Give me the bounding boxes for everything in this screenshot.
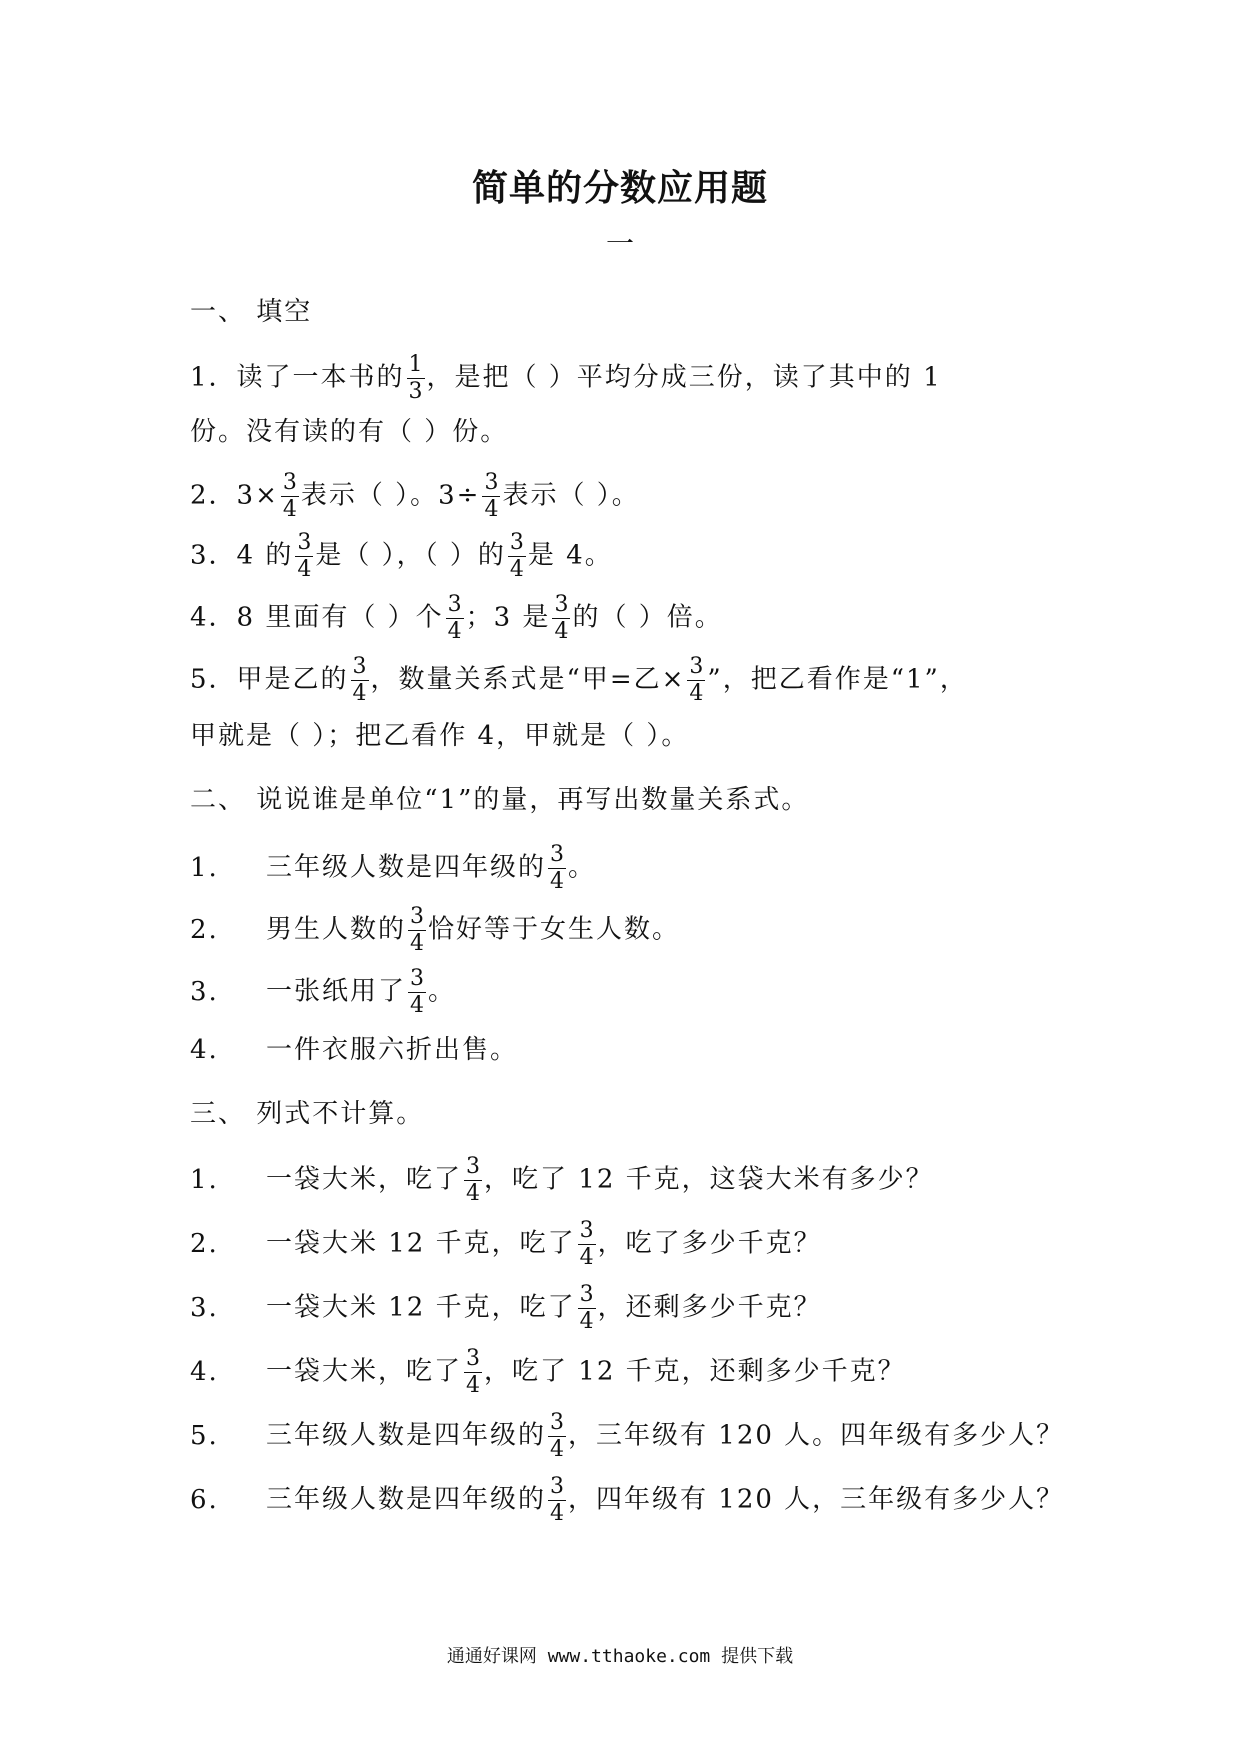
fraction-three-quarters: $\frac{3}{4}$	[554, 592, 569, 644]
fraction-three-quarters: $\frac{3}{4}$	[484, 470, 499, 522]
fraction-one-third: $\frac{1}{3}$	[408, 352, 423, 404]
fraction-three-quarters: $\frac{3}{4}$	[466, 1346, 481, 1398]
fraction-three-quarters: $\frac{3}{4}$	[297, 530, 312, 582]
question-1-2: 2．3× $\frac{3}{4}$ 表示（ ）。3÷ $\frac{3}{4}$ 表示（ ）。	[190, 470, 640, 522]
s3-item-2: 2. 一袋大米 12 千克，吃了 $\frac{3}{4}$ ，吃了多少千克？	[190, 1218, 822, 1270]
fraction-three-quarters: $\frac{3}{4}$	[410, 904, 425, 956]
section-1-heading: 一、 填空	[190, 297, 313, 327]
s2-item-1: 1. 三年级人数是四年级的 $\frac{3}{4}$ 。	[190, 842, 597, 894]
fraction-three-quarters: $\frac{3}{4}$	[466, 1154, 481, 1206]
fraction-three-quarters: $\frac{3}{4}$	[579, 1218, 594, 1270]
fraction-three-quarters: $\frac{3}{4}$	[410, 966, 425, 1018]
question-1-5-cont: 甲就是（ ）；把乙看作 4，甲就是（ ）。	[190, 721, 690, 751]
fraction-three-quarters: $\frac{3}{4}$	[550, 1474, 565, 1526]
question-1-5: 5．甲是乙的 $\frac{3}{4}$ ，数量关系式是“甲=乙× $\frac{3}{4}$ ”，把乙看作是“1”，	[190, 654, 968, 706]
question-1-1: 1．读了一本书的 $\frac{1}{3}$ ，是把（ ）平均分成三份，读了其中的 1	[190, 352, 942, 404]
question-1-4: 4．8 里面有（ ）个 $\frac{3}{4}$ ；3 是 $\frac{3}{4}$ 的（ ）倍。	[190, 592, 723, 644]
s3-item-5: 5. 三年级人数是四年级的 $\frac{3}{4}$ ，三年级有 120 人。四年级有多少人？	[190, 1410, 1065, 1462]
s2-item-2: 2. 男生人数的 $\frac{3}{4}$ 恰好等于女生人数。	[190, 904, 681, 956]
fraction-three-quarters: $\frac{3}{4}$	[579, 1282, 594, 1334]
fraction-three-quarters: $\frac{3}{4}$	[689, 654, 704, 706]
s2-item-3: 3. 一张纸用了 $\frac{3}{4}$ 。	[190, 966, 457, 1018]
s3-item-3: 3. 一袋大米 12 千克，吃了 $\frac{3}{4}$ ，还剩多少千克？	[190, 1282, 822, 1334]
page-subtitle: 一	[605, 227, 634, 260]
fraction-three-quarters: $\frac{3}{4}$	[282, 470, 297, 522]
fraction-three-quarters: $\frac{3}{4}$	[550, 842, 565, 894]
question-1-1-cont: 份。没有读的有（ ）份。	[190, 417, 509, 447]
page-footer: 通通好课网 www.tthaoke.com 提供下载	[446, 1646, 794, 1667]
fraction-three-quarters: $\frac{3}{4}$	[352, 654, 367, 706]
question-1-3: 3．4 的 $\frac{3}{4}$ 是（ ），（ ）的 $\frac{3}{4}$ 是 4。	[190, 530, 613, 582]
s3-item-4: 4. 一袋大米，吃了 $\frac{3}{4}$ ，吃了 12 千克，还剩多少千克？	[190, 1346, 906, 1398]
fraction-three-quarters: $\frac{3}{4}$	[550, 1410, 565, 1462]
s3-item-1: 1. 一袋大米，吃了 $\frac{3}{4}$ ，吃了 12 千克，这袋大米有多少？	[190, 1154, 934, 1206]
section-3-heading: 三、 列式不计算。	[190, 1099, 425, 1129]
page-title: 简单的分数应用题	[471, 168, 768, 209]
section-2-heading: 二、 说说谁是单位“1”的量，再写出数量关系式。	[190, 785, 810, 815]
fraction-three-quarters: $\frac{3}{4}$	[509, 530, 524, 582]
s3-item-6: 6. 三年级人数是四年级的 $\frac{3}{4}$ ，四年级有 120 人，三年级有多少人？	[190, 1474, 1065, 1526]
s2-item-4: 4. 一件衣服六折出售。	[190, 1035, 519, 1065]
fraction-three-quarters: $\frac{3}{4}$	[447, 592, 462, 644]
